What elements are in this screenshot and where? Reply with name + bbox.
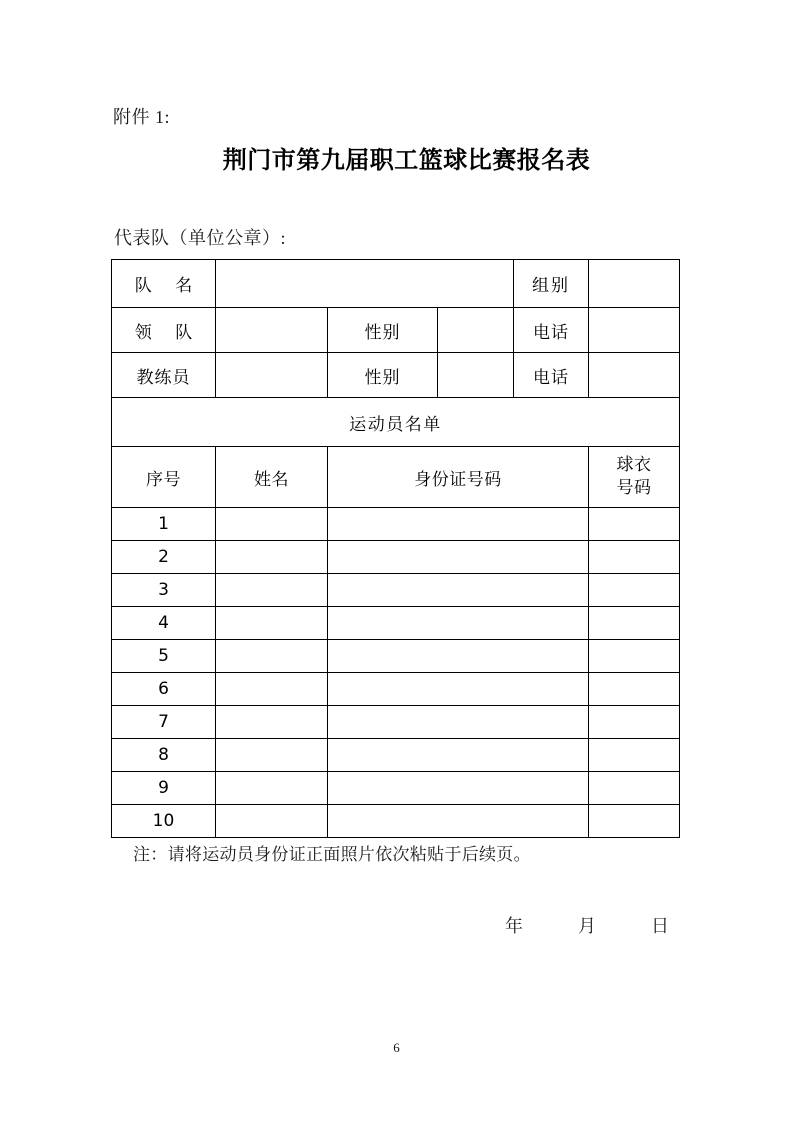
coach-label: 教练员 — [112, 353, 216, 398]
leader-phone-value[interactable] — [589, 308, 680, 353]
roster-section-title: 运动员名单 — [112, 398, 680, 447]
column-header-jersey-line1: 球衣 — [616, 455, 652, 476]
athlete-name[interactable] — [216, 508, 328, 541]
athlete-name[interactable] — [216, 706, 328, 739]
athlete-jersey[interactable] — [589, 607, 680, 640]
page-title: 荆门市第九届职工篮球比赛报名表 — [222, 148, 591, 174]
form-note: 注：请将运动员身份证正面照片依次粘贴于后续页。 — [133, 845, 531, 864]
table-row — [112, 706, 680, 739]
athlete-id-number[interactable] — [328, 574, 589, 607]
athlete-id-number[interactable] — [328, 739, 589, 772]
athlete-name[interactable] — [216, 673, 328, 706]
athlete-name[interactable] — [216, 574, 328, 607]
athlete-seq: 6 — [112, 673, 216, 706]
athlete-id-number[interactable] — [328, 673, 589, 706]
group-label: 组别 — [514, 260, 589, 308]
table-row — [112, 574, 680, 607]
athlete-name[interactable] — [216, 805, 328, 838]
date-signature-line — [505, 912, 669, 938]
leader-label: 领 队 — [112, 308, 216, 353]
coach-phone-value[interactable] — [589, 353, 680, 398]
table-row — [112, 739, 680, 772]
coach-name-value[interactable] — [216, 353, 328, 398]
attachment-label: 附件 1: — [113, 107, 171, 127]
column-header-jersey-line2: 号码 — [616, 478, 652, 498]
athlete-jersey[interactable] — [589, 574, 680, 607]
coach-phone-label: 电话 — [514, 353, 589, 398]
coach-gender-label: 性别 — [328, 353, 438, 398]
leader-gender-value[interactable] — [438, 308, 514, 353]
athlete-seq: 10 — [112, 805, 216, 838]
athlete-id-number[interactable] — [328, 805, 589, 838]
athlete-id-number[interactable] — [328, 772, 589, 805]
leader-phone-label: 电话 — [514, 308, 589, 353]
athlete-seq: 3 — [112, 574, 216, 607]
table-row — [112, 541, 680, 574]
table-row-team-name — [112, 260, 680, 308]
table-row-roster-section — [112, 398, 680, 447]
column-header-id-number: 身份证号码 — [328, 447, 589, 508]
table-row-leader — [112, 308, 680, 353]
leader-gender-label: 性别 — [328, 308, 438, 353]
athlete-jersey[interactable] — [589, 706, 680, 739]
athlete-id-number[interactable] — [328, 607, 589, 640]
table-row — [112, 640, 680, 673]
athlete-name[interactable] — [216, 541, 328, 574]
athlete-jersey[interactable] — [589, 805, 680, 838]
athlete-id-number[interactable] — [328, 508, 589, 541]
column-header-seq: 序号 — [112, 447, 216, 508]
athlete-jersey[interactable] — [589, 673, 680, 706]
athlete-seq: 9 — [112, 772, 216, 805]
athlete-jersey[interactable] — [589, 772, 680, 805]
page-number: 6 — [393, 1040, 400, 1055]
group-value[interactable] — [589, 260, 680, 308]
column-header-name: 姓名 — [216, 447, 328, 508]
athlete-name[interactable] — [216, 640, 328, 673]
table-row-coach — [112, 353, 680, 398]
athlete-seq: 7 — [112, 706, 216, 739]
athlete-jersey[interactable] — [589, 739, 680, 772]
table-row — [112, 772, 680, 805]
athlete-seq: 8 — [112, 739, 216, 772]
athlete-name[interactable] — [216, 772, 328, 805]
table-row — [112, 805, 680, 838]
athlete-seq: 2 — [112, 541, 216, 574]
registration-form-table — [111, 259, 680, 838]
athlete-name[interactable] — [216, 607, 328, 640]
athlete-seq: 5 — [112, 640, 216, 673]
table-row — [112, 508, 680, 541]
team-name-value[interactable] — [216, 260, 514, 308]
leader-name-value[interactable] — [216, 308, 328, 353]
table-row — [112, 673, 680, 706]
team-seal-line: 代表队（单位公章）: — [114, 228, 287, 248]
table-row-roster-header — [112, 447, 680, 508]
athlete-jersey[interactable] — [589, 508, 680, 541]
column-header-jersey — [589, 447, 680, 508]
athlete-name[interactable] — [216, 739, 328, 772]
date-year-label: 年 — [505, 916, 523, 936]
date-day-label: 日 — [651, 916, 669, 936]
athlete-id-number[interactable] — [328, 706, 589, 739]
team-name-label: 队 名 — [112, 260, 216, 308]
coach-gender-value[interactable] — [438, 353, 514, 398]
athlete-seq: 1 — [112, 508, 216, 541]
athlete-jersey[interactable] — [589, 640, 680, 673]
athlete-jersey[interactable] — [589, 541, 680, 574]
date-month-label: 月 — [578, 916, 596, 936]
table-row — [112, 607, 680, 640]
athlete-id-number[interactable] — [328, 541, 589, 574]
athlete-id-number[interactable] — [328, 640, 589, 673]
athlete-seq: 4 — [112, 607, 216, 640]
